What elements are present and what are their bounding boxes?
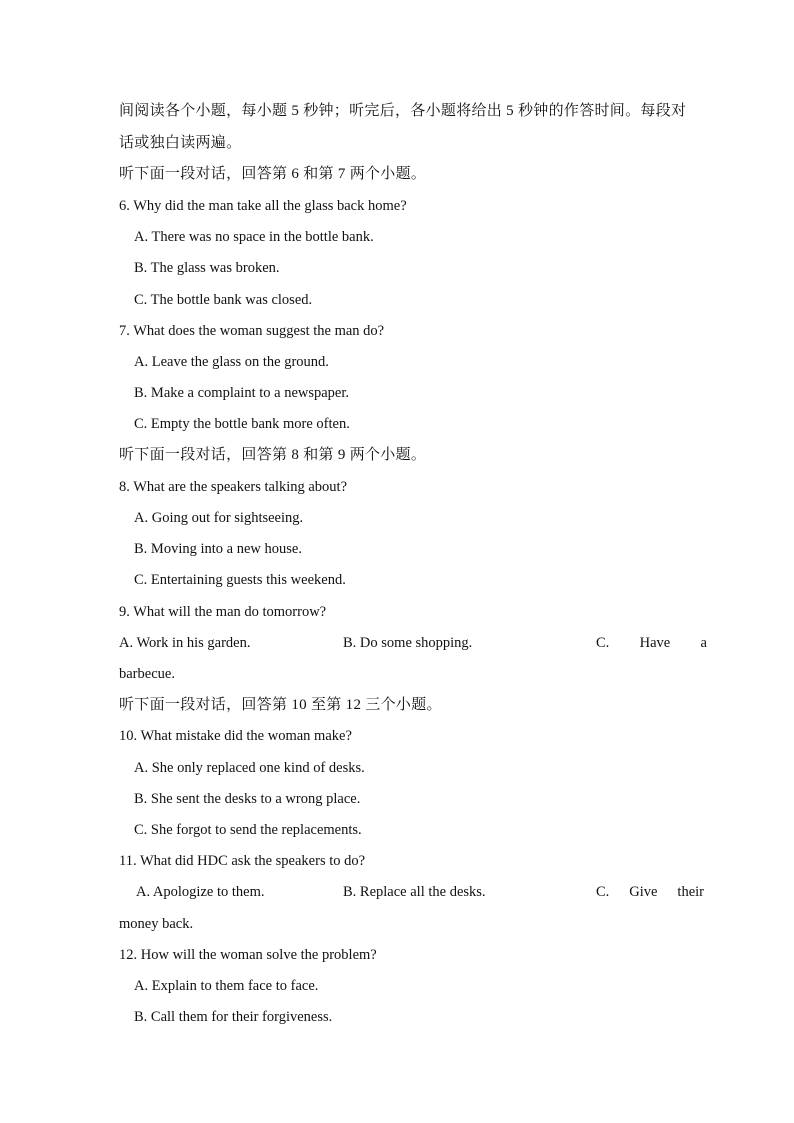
question-7-option-c: C. Empty the bottle bank more often. [134, 416, 350, 432]
question-7-option-b: B. Make a complaint to a newspaper. [134, 385, 350, 401]
question-9-option-c-word: Have [639, 635, 671, 651]
question-11-option-c-word: their [677, 884, 704, 900]
question-8-option-a: A. Going out for sightseeing. [134, 510, 304, 526]
question-10-stem: 10. What mistake did the woman make? [119, 728, 352, 744]
question-11-option-c [596, 882, 704, 902]
question-6-option-c: C. The bottle bank was closed. [134, 292, 313, 308]
question-7-stem: 7. What does the woman suggest the man do? [119, 323, 385, 339]
question-10-option-b: B. She sent the desks to a wrong place. [134, 791, 361, 807]
intro-line-1: 间阅读各个小题，每小题 5 秒钟；听完后，各小题将给出 5 秒钟的作答时间。每段对 [119, 103, 687, 119]
section-heading-8-9: 听下面一段对话，回答第 8 和第 9 两个小题。 [119, 447, 427, 463]
section-heading-6-7: 听下面一段对话，回答第 6 和第 7 两个小题。 [119, 166, 427, 182]
intro-line-2: 话或独白读两遍。 [119, 135, 242, 151]
question-6-option-a: A. There was no space in the bottle bank. [134, 229, 374, 245]
question-9-option-c-continued: barbecue. [119, 666, 175, 682]
question-7-option-a: A. Leave the glass on the ground. [134, 354, 329, 370]
question-9-option-c-word: a [700, 635, 707, 651]
question-11-option-a: A. Apologize to them. [136, 884, 265, 900]
question-10-option-c: C. She forgot to send the replacements. [134, 822, 362, 838]
question-11-option-c-word: Give [629, 884, 658, 900]
question-12-option-a: A. Explain to them face to face. [134, 978, 319, 994]
question-6-option-b: B. The glass was broken. [134, 260, 280, 276]
question-11-option-b: B. Replace all the desks. [343, 884, 486, 900]
question-9-option-a: A. Work in his garden. [119, 635, 251, 651]
question-10-option-a: A. She only replaced one kind of desks. [134, 760, 365, 776]
question-8-stem: 8. What are the speakers talking about? [119, 479, 348, 495]
question-12-option-b: B. Call them for their forgiveness. [134, 1009, 333, 1025]
question-12-stem: 12. How will the woman solve the problem? [119, 947, 377, 963]
question-11-option-c-word: C. [596, 884, 610, 900]
question-9-option-c [596, 633, 707, 653]
question-9-option-c-word: C. [596, 635, 610, 651]
question-11-stem: 11. What did HDC ask the speakers to do? [119, 853, 366, 869]
question-6-stem: 6. Why did the man take all the glass back home? [119, 198, 407, 214]
question-8-option-c: C. Entertaining guests this weekend. [134, 572, 346, 588]
question-9-stem: 9. What will the man do tomorrow? [119, 604, 327, 620]
question-8-option-b: B. Moving into a new house. [134, 541, 302, 557]
section-heading-10-12: 听下面一段对话，回答第 10 至第 12 三个小题。 [119, 697, 442, 713]
question-11-option-c-continued: money back. [119, 916, 194, 932]
question-9-option-b: B. Do some shopping. [343, 635, 473, 651]
